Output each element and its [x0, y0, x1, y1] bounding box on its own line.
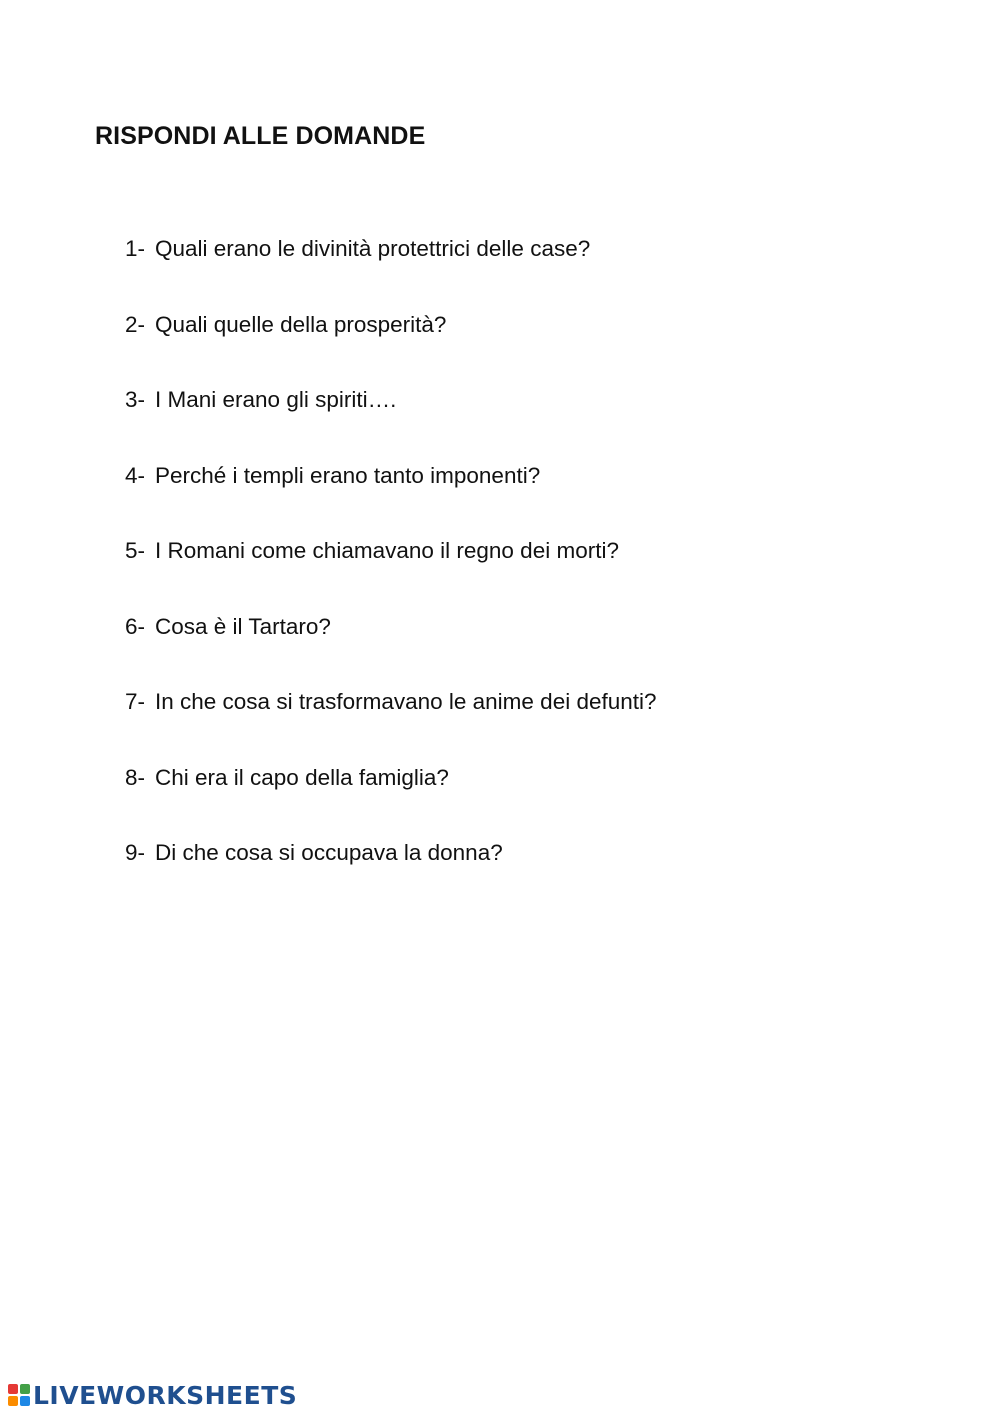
question-text: Quali erano le divinità protettrici delle case?: [155, 236, 591, 261]
question-number: 5-: [125, 538, 146, 563]
question-text: Chi era il capo della famiglia?: [155, 764, 449, 790]
question-text: I Mani erano gli spiriti….: [155, 387, 397, 412]
question-text: Quali quelle della prosperità?: [155, 311, 447, 337]
question-number: 1-: [125, 236, 146, 261]
question-number: 6-: [125, 613, 146, 639]
question-item: [125, 383, 657, 459]
question-item: [125, 685, 657, 761]
question-number: 3-: [125, 387, 146, 412]
question-number: 8-: [125, 764, 146, 790]
question-item: [125, 534, 657, 610]
liveworksheets-logo-icon: [8, 1384, 30, 1406]
question-text: Cosa è il Tartaro?: [155, 613, 331, 639]
question-number: 4-: [125, 462, 146, 488]
question-text: In che cosa si trasformavano le anime dei defunti?: [155, 689, 657, 714]
question-item: [125, 459, 657, 535]
question-text: Di che cosa si occupava la donna?: [155, 840, 503, 865]
question-number: 2-: [125, 311, 146, 337]
question-number: 9-: [125, 840, 146, 865]
liveworksheets-footer: [8, 1380, 297, 1410]
question-item: [125, 610, 657, 686]
question-text: I Romani come chiamavano il regno dei morti?: [155, 538, 619, 563]
question-number: 7-: [125, 689, 146, 714]
page-title: RISPONDI ALLE DOMANDE: [95, 122, 426, 150]
question-item: [125, 761, 657, 837]
question-list: [125, 232, 657, 912]
question-item: [125, 232, 657, 308]
question-text: Perché i templi erano tanto imponenti?: [155, 462, 541, 488]
question-item: [125, 836, 657, 912]
question-item: [125, 308, 657, 384]
liveworksheets-logo-text: LIVEWORKSHEETS: [33, 1380, 298, 1410]
